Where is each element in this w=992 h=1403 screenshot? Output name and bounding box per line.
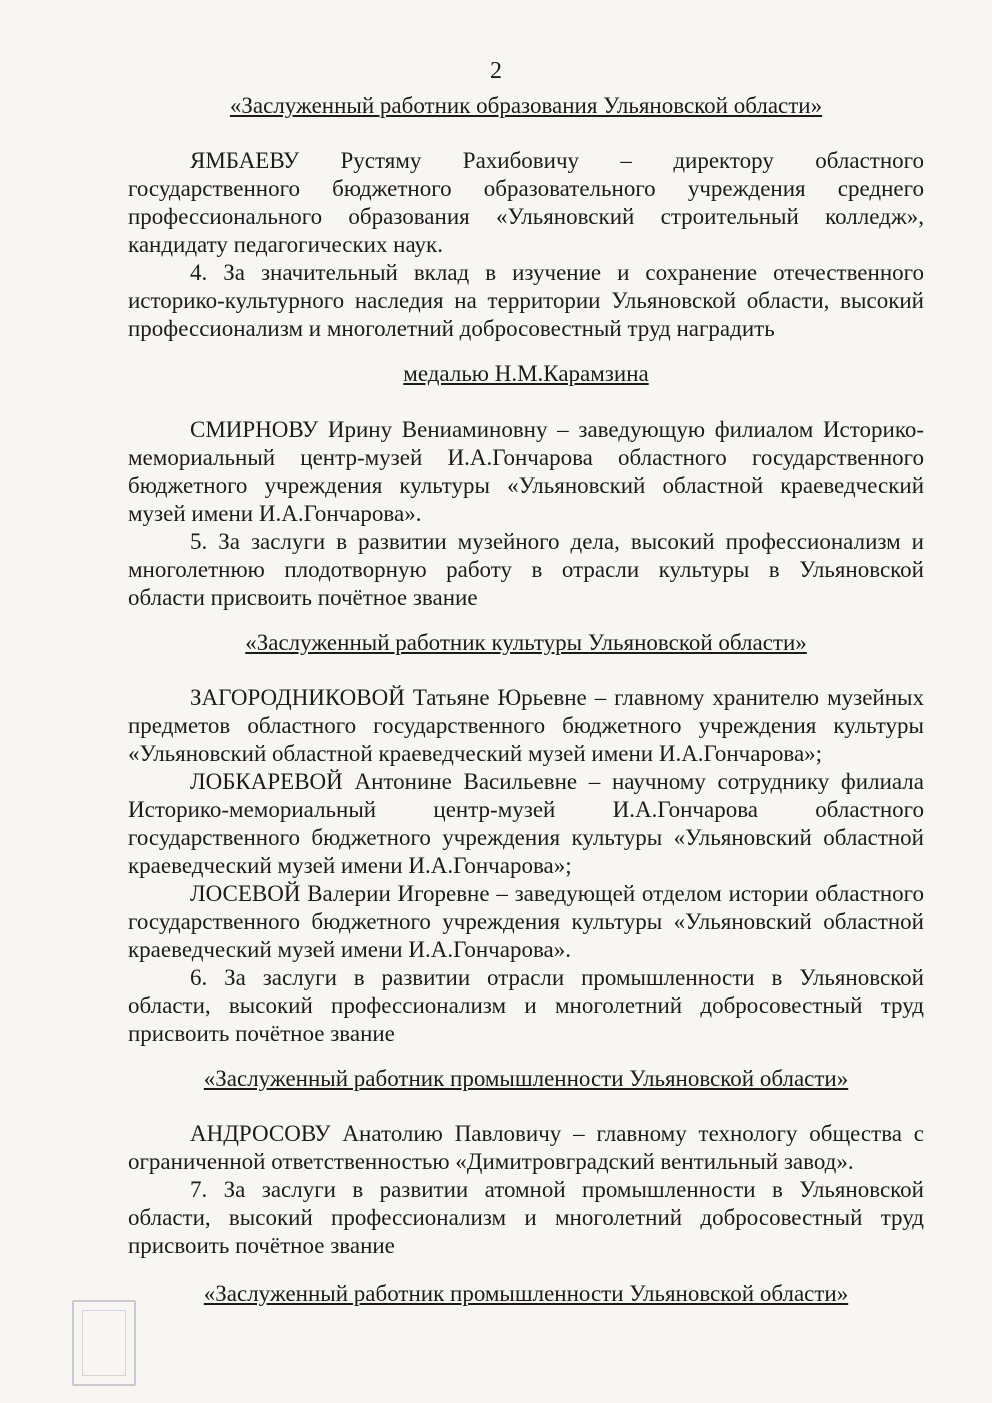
paragraph-line: государственного бюджетного учреждения культуры «Ульяновский областной [128, 909, 924, 934]
paragraph-line: области, высокий профессионализм и многолетний добросовестный труд [128, 993, 924, 1018]
paragraph-line: области присвоить почётное звание [128, 585, 478, 610]
paragraph-line: 5. За заслуги в развитии музейного дела, высокий профессионализм и [190, 529, 924, 554]
award-title-industry-2: «Заслуженный работник промышленности Ульяновской области» [203, 1281, 849, 1306]
paragraph-line: мемориальный центр-музей И.А.Гончарова областного государственного [128, 445, 924, 470]
paragraph-line: предметов областного государственного бюджетного учреждения культуры [128, 713, 924, 738]
paragraph-line: государственного бюджетного образовательного учреждения среднего [128, 176, 924, 201]
paragraph-line: присвоить почётное звание [128, 1233, 395, 1258]
paragraph-line: области, высокий профессионализм и многолетний добросовестный труд [128, 1205, 924, 1230]
paragraph-line: профессионализм и многолетний добросовестный труд наградить [128, 316, 775, 341]
paragraph-line: АНДРОСОВУ Анатолию Павловичу – главному технологу общества с [190, 1121, 924, 1146]
award-title-karamzin-medal: медалью Н.М.Карамзина [403, 361, 649, 386]
paragraph-line: бюджетного учреждения культуры «Ульяновский областной краеведческий [128, 473, 924, 498]
award-title-industry: «Заслуженный работник промышленности Ульяновской области» [203, 1066, 849, 1091]
paragraph-line: музей имени И.А.Гончарова». [128, 501, 422, 526]
award-title-culture: «Заслуженный работник культуры Ульяновской области» [245, 630, 807, 655]
paragraph-line: ЗАГОРОДНИКОВОЙ Татьяне Юрьевне – главному хранителю музейных [190, 685, 924, 710]
paragraph-line: ограниченной ответственностью «Димитровградский вентильный завод». [128, 1149, 854, 1174]
paragraph-line: Историко-мемориальный центр-музей И.А.Гончарова областного [128, 797, 924, 822]
paragraph-line: 4. За значительный вклад в изучение и сохранение отечественного [190, 260, 924, 285]
stamp-inner-frame [82, 1310, 126, 1376]
paragraph-line: историко-культурного наследия на территории Ульяновской области, высокий [128, 288, 924, 313]
paragraph-line: «Ульяновский областной краеведческий музей имени И.А.Гончарова»; [128, 741, 823, 766]
paragraph-line: СМИРНОВУ Ирину Вениаминовну – заведующую филиалом Историко- [190, 417, 924, 442]
paragraph-line: кандидату педагогических наук. [128, 232, 443, 257]
award-title-education: «Заслуженный работник образования Ульяновской области» [229, 93, 823, 118]
paragraph-line: профессионального образования «Ульяновский строительный колледж», [128, 204, 924, 229]
paragraph-line: ЛОСЕВОЙ Валерии Игоревне – заведующей отделом истории областного [190, 881, 924, 906]
paragraph-line: краеведческий музей имени И.А.Гончарова»; [128, 853, 572, 878]
paragraph-line: ЛОБКАРЕВОЙ Антонине Васильевне – научному сотруднику филиала [190, 769, 924, 794]
paragraph-line: многолетнюю плодотворную работу в отрасли культуры в Ульяновской [128, 557, 924, 582]
page-number: 2 [490, 58, 502, 84]
paragraph-line: ЯМБАЕВУ Рустяму Рахибовичу – директору областного [190, 148, 924, 173]
paragraph-line: 6. За заслуги в развитии отрасли промышленности в Ульяновской [190, 965, 924, 990]
paragraph-line: краеведческий музей имени И.А.Гончарова». [128, 937, 571, 962]
paragraph-line: государственного бюджетного учреждения культуры «Ульяновский областной [128, 825, 924, 850]
paragraph-line: присвоить почётное звание [128, 1021, 395, 1046]
registration-stamp [72, 1300, 136, 1386]
paragraph-line: 7. За заслуги в развитии атомной промышленности в Ульяновской [190, 1177, 924, 1202]
